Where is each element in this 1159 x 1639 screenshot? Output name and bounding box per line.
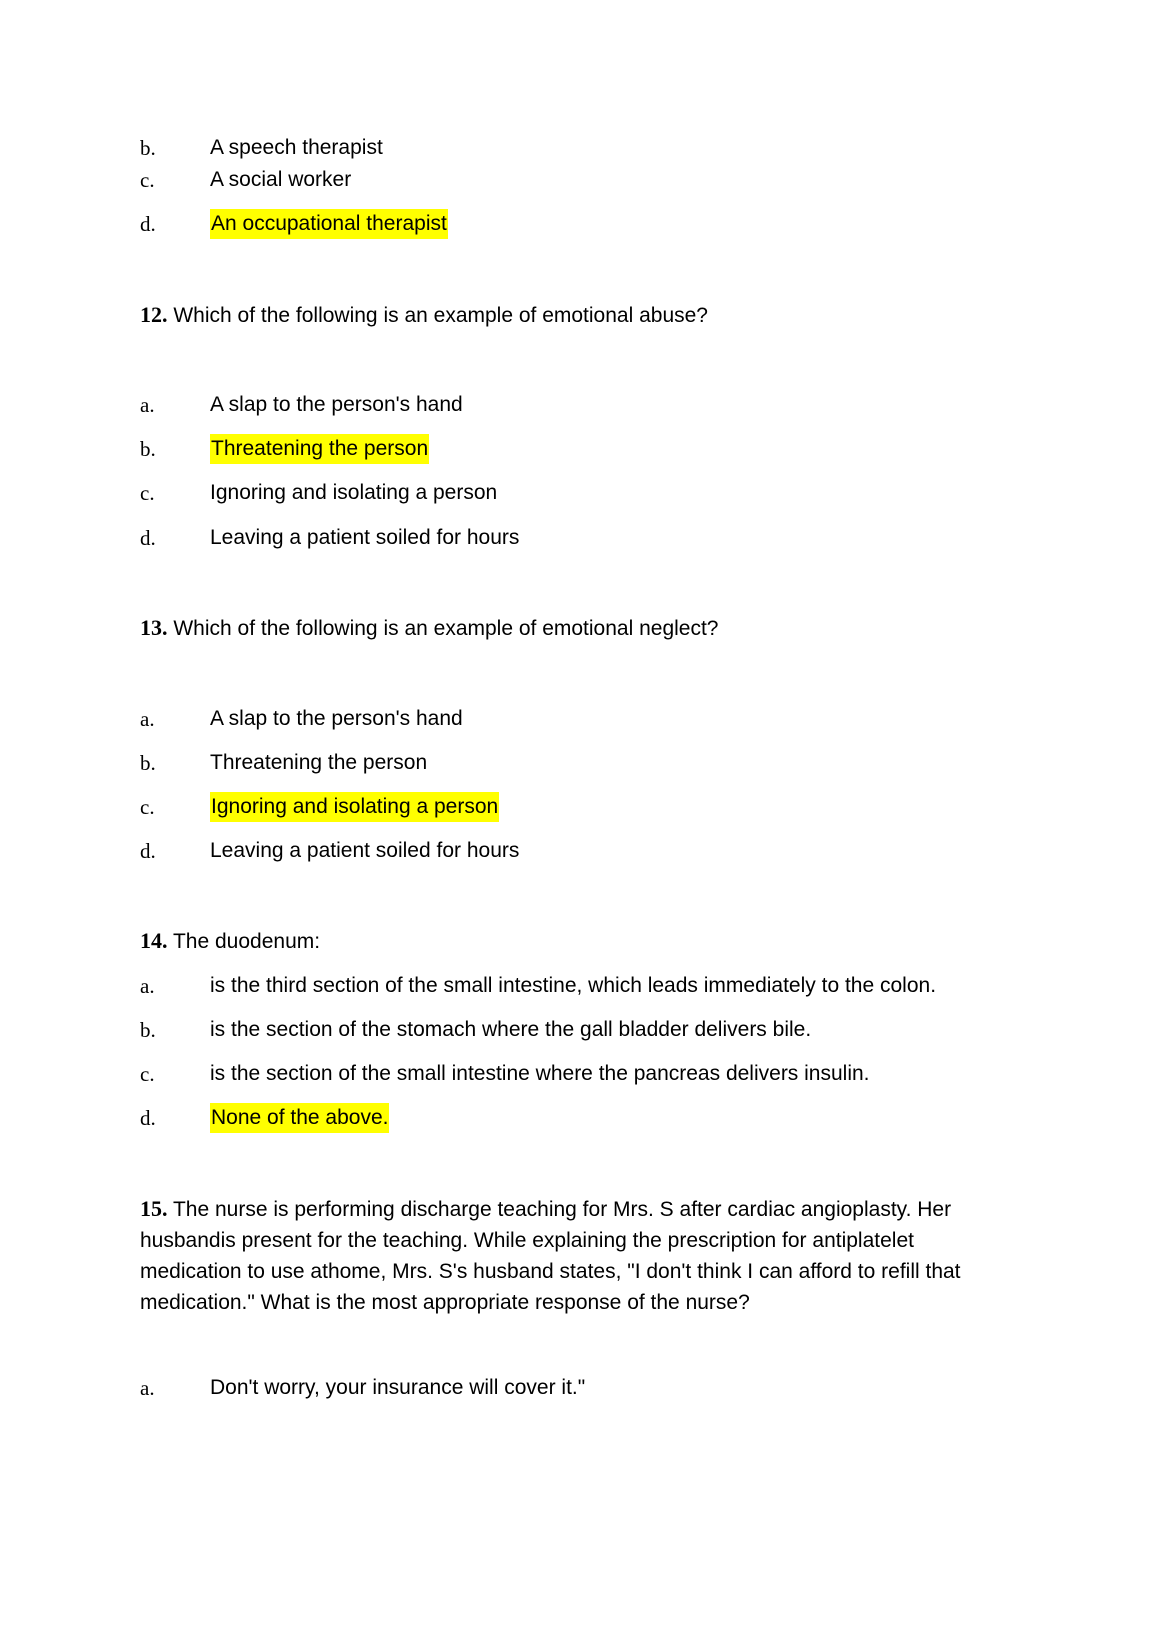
- question-number: 14.: [140, 928, 168, 953]
- option-text: is the third section of the small intestine, which leads immediately to the colon.: [210, 974, 937, 997]
- q13-question: [140, 613, 718, 644]
- option-letter: d.: [140, 839, 156, 863]
- option-letter: d.: [140, 526, 156, 550]
- option-letter: a.: [140, 393, 155, 417]
- option-text: is the section of the small intestine where the pancreas delivers insulin.: [210, 1062, 870, 1085]
- option-letter: b.: [140, 751, 156, 775]
- option-text: A slap to the person's hand: [210, 707, 463, 730]
- option-text-highlighted: None of the above.: [210, 1103, 389, 1133]
- option-letter: d.: [140, 1106, 156, 1130]
- question-number: 13.: [140, 615, 168, 640]
- option-text: Ignoring and isolating a person: [210, 481, 498, 504]
- option-letter: c.: [140, 795, 155, 819]
- question-text: The duodenum:: [172, 930, 321, 953]
- option-letter: c.: [140, 481, 155, 505]
- option-letter: a.: [140, 974, 155, 998]
- question-text: The nurse is performing discharge teaching for Mrs. S after cardiac angioplasty. Her husbandis present for the teaching. While explaining the prescription for antiplatelet medication to use athome, Mrs. S's husband states, "I don't think I can afford to refill that medication." What is the most appropriate response of the nurse?: [140, 1198, 961, 1314]
- question-number: 15.: [140, 1196, 168, 1221]
- option-text: Leaving a patient soiled for hours: [210, 526, 520, 549]
- option-text: is the section of the stomach where the gall bladder delivers bile.: [210, 1018, 812, 1041]
- option-text: Threatening the person: [210, 751, 428, 774]
- option-letter: b.: [140, 437, 156, 461]
- option-letter: c.: [140, 1062, 155, 1086]
- q15-question: [140, 1193, 1020, 1318]
- question-text: Which of the following is an example of emotional neglect?: [173, 617, 719, 640]
- option-letter: b.: [140, 136, 156, 160]
- option-text: Leaving a patient soiled for hours: [210, 839, 520, 862]
- q12-question: [140, 300, 708, 331]
- option-letter: b.: [140, 1018, 156, 1042]
- question-text: Which of the following is an example of emotional abuse?: [173, 304, 708, 327]
- option-text: Don't worry, your insurance will cover it.": [210, 1376, 586, 1399]
- option-text: A speech therapist: [210, 136, 383, 159]
- option-letter: c.: [140, 168, 155, 192]
- question-number: 12.: [140, 302, 168, 327]
- option-text: A slap to the person's hand: [210, 393, 463, 416]
- option-text: A social worker: [210, 168, 352, 191]
- option-letter: a.: [140, 707, 155, 731]
- option-text-highlighted: Ignoring and isolating a person: [210, 792, 499, 822]
- option-letter: d.: [140, 212, 156, 236]
- option-letter: a.: [140, 1376, 155, 1400]
- q14-question: [140, 926, 320, 957]
- option-text-highlighted: An occupational therapist: [210, 209, 448, 239]
- option-text-highlighted: Threatening the person: [210, 434, 429, 464]
